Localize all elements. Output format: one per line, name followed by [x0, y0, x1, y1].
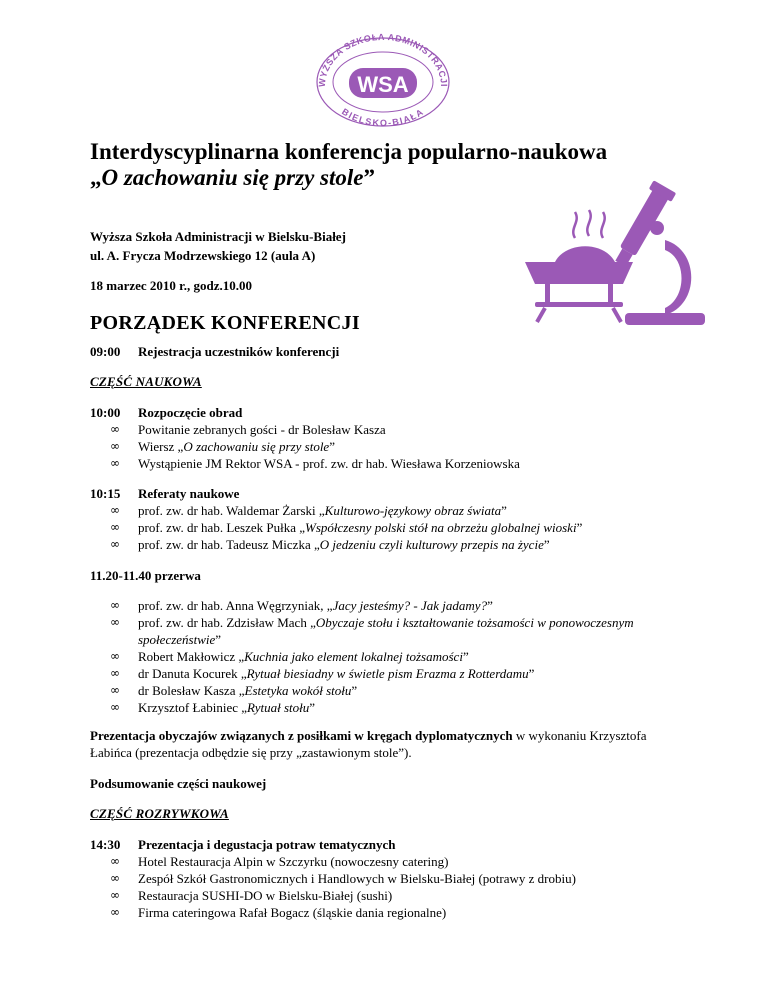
logo-arc-bottom: BIELSKO-BIAŁA: [340, 106, 426, 128]
bullet-icon: ∞: [110, 871, 120, 885]
list-item: ∞ Robert Makłowicz „Kuchnia jako element lokalnej tożsamości”: [110, 649, 469, 664]
list-item: ∞ Wystąpienie JM Rektor WSA - prof. zw. dr hab. Wiesława Korzeniowska: [110, 456, 520, 471]
agenda-heading: PORZĄDEK KONFERENCJI: [90, 312, 360, 334]
registration-time: 09:00: [90, 344, 121, 359]
bullet-icon: ∞: [110, 888, 120, 902]
bullet-icon: ∞: [110, 615, 120, 629]
summary-row: Podsumowanie części naukowej: [90, 776, 267, 791]
event-date: 18 marzec 2010 r., godz.10.00: [90, 278, 252, 293]
list-item: ∞ Wiersz „O zachowaniu się przy stole”: [110, 439, 335, 454]
tasting-row: [90, 836, 396, 853]
logo-arc-top: WYŻSZA SZKOŁA ADMINISTRACJI: [316, 31, 450, 88]
list-item: ∞ prof. zw. dr hab. Zdzisław Mach „Obyczaje stołu i kształtowanie tożsamości w ponowoczesnym społeczeństwie”: [110, 615, 634, 647]
bullet-icon: ∞: [110, 598, 120, 612]
bullet-icon: ∞: [110, 439, 120, 453]
venue-line-1: Wyższa Szkoła Administracji w Bielsku-Białej: [90, 229, 346, 244]
list-item: ∞ Hotel Restauracja Alpin w Szczyrku (nowoczesny catering): [110, 854, 449, 869]
venue-line-2: ul. A. Frycza Modrzewskiego 12 (aula A): [90, 248, 316, 263]
microscope-food-icon: [515, 180, 710, 330]
bullet-icon: ∞: [110, 537, 120, 551]
papers-row: [90, 485, 239, 502]
list-item: ∞ Powitanie zebranych gości - dr Bolesław Kasza: [110, 422, 386, 437]
wsa-logo: [303, 28, 463, 128]
opening-list: [110, 421, 520, 472]
list-item: ∞ prof. zw. dr hab. Anna Węgrzyniak, „Jacy jesteśmy? - Jak jadamy?”: [110, 598, 493, 613]
break-row: 11.20-11.40 przerwa: [90, 568, 201, 583]
papers-list: [110, 502, 582, 553]
bullet-icon: ∞: [110, 700, 120, 714]
opening-label: Rozpoczęcie obrad: [138, 405, 243, 420]
opening-row: [90, 404, 242, 421]
tasting-label: Prezentacja i degustacja potraw tematycznych: [138, 837, 396, 852]
opening-time: 10:00: [90, 405, 121, 420]
list-item: ∞ Zespół Szkół Gastronomicznych i Handlowych w Bielsku-Białej (potrawy z drobiu): [110, 871, 576, 886]
tasting-list: [110, 853, 576, 921]
page-title: Interdyscyplinarna konferencja popularno-naukowa: [90, 139, 608, 164]
list-item: ∞ dr Danuta Kocurek „Rytuał biesiadny w świetle pism Erazma z Rotterdamu”: [110, 666, 535, 681]
bullet-icon: ∞: [110, 683, 120, 697]
subtitle-open-quote: „: [90, 165, 102, 190]
page-subtitle: [90, 163, 375, 192]
presentation-rest: w wykonaniu Krzysztofa Łabińca (prezentacja odbędzie się przy „zastawionym stole”).: [90, 728, 647, 760]
subtitle-close-quote: ”: [363, 165, 375, 190]
logo-monogram: WSA: [357, 72, 409, 97]
registration-row: [90, 343, 339, 360]
list-item: ∞ prof. zw. dr hab. Waldemar Żarski „Kulturowo-językowy obraz świata”: [110, 503, 507, 518]
presentation-bold: Prezentacja obyczajów związanych z posiłkami w kręgach dyplomatycznych: [90, 728, 513, 743]
section-scientific: CZĘŚĆ NAUKOWA: [90, 374, 202, 389]
list-item: ∞ Krzysztof Łabiniec „Rytuał stołu”: [110, 700, 316, 715]
presentation-paragraph: [90, 727, 690, 761]
tasting-time: 14:30: [90, 837, 121, 852]
svg-text:BIELSKO-BIAŁA: [340, 106, 426, 128]
bullet-icon: ∞: [110, 666, 120, 680]
papers-label: Referaty naukowe: [138, 486, 240, 501]
list-item: ∞ Firma cateringowa Rafał Bogacz (śląskie dania regionalne): [110, 905, 447, 920]
list-item: ∞ prof. zw. dr hab. Tadeusz Miczka „O jedzeniu czyli kulturowy przepis na życie”: [110, 537, 550, 552]
subtitle-text: O zachowaniu się przy stole: [101, 165, 364, 190]
bullet-icon: ∞: [110, 456, 120, 470]
list-item: ∞ prof. zw. dr hab. Leszek Pułka „Współczesny polski stół na obrzeżu globalnej wioski”: [110, 520, 583, 535]
registration-label: Rejestracja uczestników konferencji: [138, 344, 340, 359]
after-break-list: [110, 597, 678, 716]
bullet-icon: ∞: [110, 854, 120, 868]
bullet-icon: ∞: [110, 520, 120, 534]
bullet-icon: ∞: [110, 905, 120, 919]
list-item: ∞ dr Bolesław Kasza „Estetyka wokół stołu”: [110, 683, 358, 698]
list-item: ∞ Restauracja SUSHI-DO w Bielsku-Białej (sushi): [110, 888, 393, 903]
papers-time: 10:15: [90, 486, 121, 501]
section-entertainment: CZĘŚĆ ROZRYWKOWA: [90, 806, 229, 821]
bullet-icon: ∞: [110, 422, 120, 436]
bullet-icon: ∞: [110, 649, 120, 663]
bullet-icon: ∞: [110, 503, 120, 517]
